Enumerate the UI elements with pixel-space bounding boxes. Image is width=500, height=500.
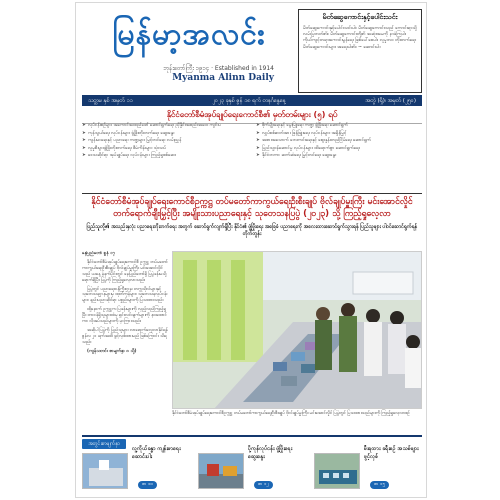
masthead-title: မြန်မာ့အလင်း bbox=[112, 17, 266, 52]
section-divider bbox=[82, 193, 422, 194]
dateline-bar bbox=[82, 95, 422, 106]
newspaper-page bbox=[75, 2, 427, 498]
inside-pages-footer bbox=[82, 435, 422, 493]
dateline-center: ၂၀၂၃ ခုနှစ် ဇွန် ၁၈ ရက် တနင်္ဂနွေနေ့ bbox=[212, 97, 286, 104]
bullet-item: ➤ လျှပ်စစ်ဓာတ်အား ဖြန့်ဖြူးရေး လုပ်ငန်းများ အရှိန်မြှင့် bbox=[256, 131, 422, 137]
teaser-1[interactable] bbox=[82, 441, 194, 493]
article-paragraph: အဆိုပါ ပြပွဲကို ပြည်သူများ လာရောက်လေ့လာနိုင်ရန် ဇွန်လ ၂၀ ရက်အထိ ဖွင့်လှစ်ထားမည် ဖြစ်ကြောင်း သိရသည်။ bbox=[82, 327, 168, 345]
teaser-page-badge: စာ ၁၀ bbox=[138, 481, 157, 489]
teaser-text: မီးရထား ခရီးစဉ် အသစ်များ ဖွင့်လှစ် bbox=[364, 446, 419, 460]
teaser-text: လူ့ကိုယ်ခန္ဓာ ကျန်းမာရေး ဆောင်းပါး bbox=[132, 446, 181, 460]
slogan-body: မိတ်ဆွေကောင်းနှင့်ပေါင်းသင်းပါ။ မိတ်ဆွေကောင်းသည် ကောင်းရာသို့ လမ်းပြတတ်၏။ မိတ်ဆွေကောင်းတို့၏ အဆုံးအမကို နာခံကြပါ။ ကိုယ်ကျင့်တရားကောင်းမွန်ရေး ဖြစ်ပေါ်စေပါ။ လူမှုဘဝ တိုးတက်ရေး မိတ်ဆွေကောင်းများ အရေးပါ၏။ ~ ဆောင်းပါး bbox=[303, 26, 417, 50]
article-paragraph: နိုင်ငံတော်စီမံအုပ်ချုပ်ရေးကောင်စီ ဥက္ကဋ္ဌ တပ်မတော်ကာကွယ်ရေးဦးစီးချုပ် ဗိုလ်ချုပ်မှူးကြီး မင်းအောင်လှိုင်သည် ယနေ့ နံနက်ပိုင်းတွင် နေပြည်တော်ရှိ ပြပွဲခန်းမသို့ ရောက်ရှိပြီး ပြပွဲကို ကြည့်ရှုလေ့လာသည်။ bbox=[82, 259, 168, 283]
slogan-title: မိတ်ဆွေကောင်းနှင့်ပေါင်းသင်း bbox=[322, 13, 398, 21]
teaser-page-badge: စာ ၁၅ bbox=[370, 481, 389, 489]
bullet-item: ➤ ဒေသဆိုင်ရာ အုပ်ချုပ်ရေး လုပ်ငန်းများ ကြည့်ရှုစစ်ဆေး bbox=[82, 153, 248, 159]
bullet-item: ➤ နိုင်ငံတကာ ဆက်ဆံရေး မြှင့်တင်ရေး ဆွေးနွေး bbox=[256, 153, 422, 159]
bullet-item: ➤ အစားအသောက် ဘေးကင်းရေးနှင့် ဈေးနှုန်းတည်ငြိမ်ရေး ဆောင်ရွက် bbox=[256, 138, 422, 144]
article-continued: (ကျန်သတင်း စာမျက်နှာ ၈ သို့) bbox=[87, 348, 137, 354]
dateline-left: သတ္တမ နှစ် အမှတ် ၁၁ bbox=[88, 97, 133, 104]
bullet-summary bbox=[82, 123, 422, 191]
article-paragraph: ပြပွဲတွင် ပညာရေးဝန်ကြီးဌာန၊ တက္ကသိုလ်များနှင့် သုတေသနဌာနများမှ ထုတ်ကုန်များ၊ သုတေသနလုပ်ငန်းများ၊ နည်းပညာဆိုင်ရာ ပစ္စည်းများကို ပြသထားသည်။ bbox=[82, 286, 168, 304]
dateline-right: အတွဲ (ရှိ)၊ အမှတ် (၂၅၀) bbox=[365, 97, 416, 104]
bullet-item: ➤ ကုန်သွယ်ရေး လုပ်ငန်းများ ဖွံ့ဖြိုးတိုးတက်ရေး ဆွေးနွေး bbox=[82, 131, 248, 137]
teaser-thumbnail bbox=[198, 453, 244, 489]
teaser-thumbnail bbox=[314, 453, 360, 489]
exhibition-photo bbox=[173, 252, 422, 409]
bullet-item: ➤ စိုက်ပျိုးရေးနှင့် မွေးမြူရေး ကဏ္ဍ ဖွံ့ဖြိုးရေး ဆောင်ရွက် bbox=[256, 123, 422, 129]
photo-caption: နိုင်ငံတော်စီမံအုပ်ချုပ်ရေးကောင်စီဥက္ကဋ္ဌ တပ်မတော်ကာကွယ်ရေးဦးစီးချုပ် ဗိုလ်ချုပ်မှူးကြီး မင်းအောင်လှိုင် ပြပွဲတွင် ပြသထားသည်များကို ကြည့်ရှုလေ့လာစဉ် bbox=[172, 411, 410, 416]
bullet-item: ➤ ကျန်းမာရေးနှင့် ပညာရေး ကဏ္ဍများ မြှင့်တင်ရေး လမ်းညွှန် bbox=[82, 138, 248, 144]
bullet-item: ➤ လုပ်ငန်းစဉ်များ အကောင်အထည်ဖော် ဆောင်ရွက်ရေး ညှိနှိုင်းအစည်းအဝေး ကျင်းပ bbox=[82, 123, 248, 129]
bullet-column-right bbox=[256, 123, 422, 191]
teaser-3[interactable] bbox=[314, 441, 422, 493]
bullet-item: ➤ ပြည်သူ့ဝန်ဆောင်မှု လုပ်ငန်းများ ထိရောက်စွာ ဆောင်ရွက်ရေး bbox=[256, 146, 422, 152]
masthead-english-title: Myanma Alinn Daily bbox=[172, 73, 274, 83]
inside-pages-tag: အတွင်းစာမျက်နှာ bbox=[82, 439, 126, 449]
teaser-page-badge: စာ ၁၂ bbox=[254, 481, 273, 489]
slogan-box bbox=[298, 9, 422, 93]
teaser-2[interactable] bbox=[198, 441, 310, 493]
article-dateline: နေပြည်တော် ဇွန် ၁၇ bbox=[82, 251, 115, 256]
masthead-established: ဘုန်းတော်ကြီး ၁၉၁၄ · Established in 1914 bbox=[163, 65, 274, 72]
masthead bbox=[82, 9, 296, 93]
teaser-thumbnail bbox=[82, 453, 128, 489]
main-headline: နိုင်ငံတော်စီမံအုပ်ချုပ်ရေးကောင်စီဥက္ကဋ္ဌ တပ်မတော်ကာကွယ်ရေးဦးစီးချုပ် ဗိုလ်ချုပ်မှူးကြီး မင်းအောင်လှိုင် တက်ရောက်ချီးမြှင့်ပြီး အမျိုးသားပညာရေးနှင့် သုတေသနပြပွဲ (၂၀၂၃) သို့ ကြည့်ရှုလေ့လာ bbox=[91, 197, 413, 219]
top-headline: နိုင်ငံတော်စီမံအုပ်ချုပ်ရေးကောင်စီ၏ မှတ်တမ်းများ (၅) ရပ် bbox=[82, 109, 422, 124]
lead-photo bbox=[172, 251, 422, 409]
article-paragraph: ထို့နောက် ဥက္ကဋ္ဌက ပြခန်းများကို လှည့်လည်ကြည့်ရှုပြီး တာဝန်ရှိသူများထံမှ ရှင်းလင်းချက်များကို နားထောင်ကာ လိုအပ်သည်များကို မှာကြားသည်။ bbox=[82, 307, 167, 325]
bullet-item: ➤ လူမှုစီးပွားဖွံ့ဖြိုးတိုးတက်ရေး စီမံကိန်းများ သုံးသပ် bbox=[82, 146, 248, 152]
teaser-text: ပို့ကုန်လုပ်ငန်း ဖွံ့ဖြိုးရေး ဆွေးနွေး bbox=[248, 446, 293, 460]
lede-paragraph: ပြည်သူတို့၏ အသည်းနှလုံး ပညာရေးတိုးတက်ရေး အတွက် ဆောင်ရွက်လျက်ရှိပြီး နိုင်ငံ၏ ဖွံ့ဖြိုးရေး အခြေခံ ပညာရေးကို အလေးထားဆောင်ရွက်သွားရန် ပြည်သူများ ပါဝင်ဆောင်ရွက်ရန် တိုက်တွန်း bbox=[86, 224, 418, 237]
article-body bbox=[82, 251, 168, 427]
bullet-column-left bbox=[82, 123, 248, 191]
